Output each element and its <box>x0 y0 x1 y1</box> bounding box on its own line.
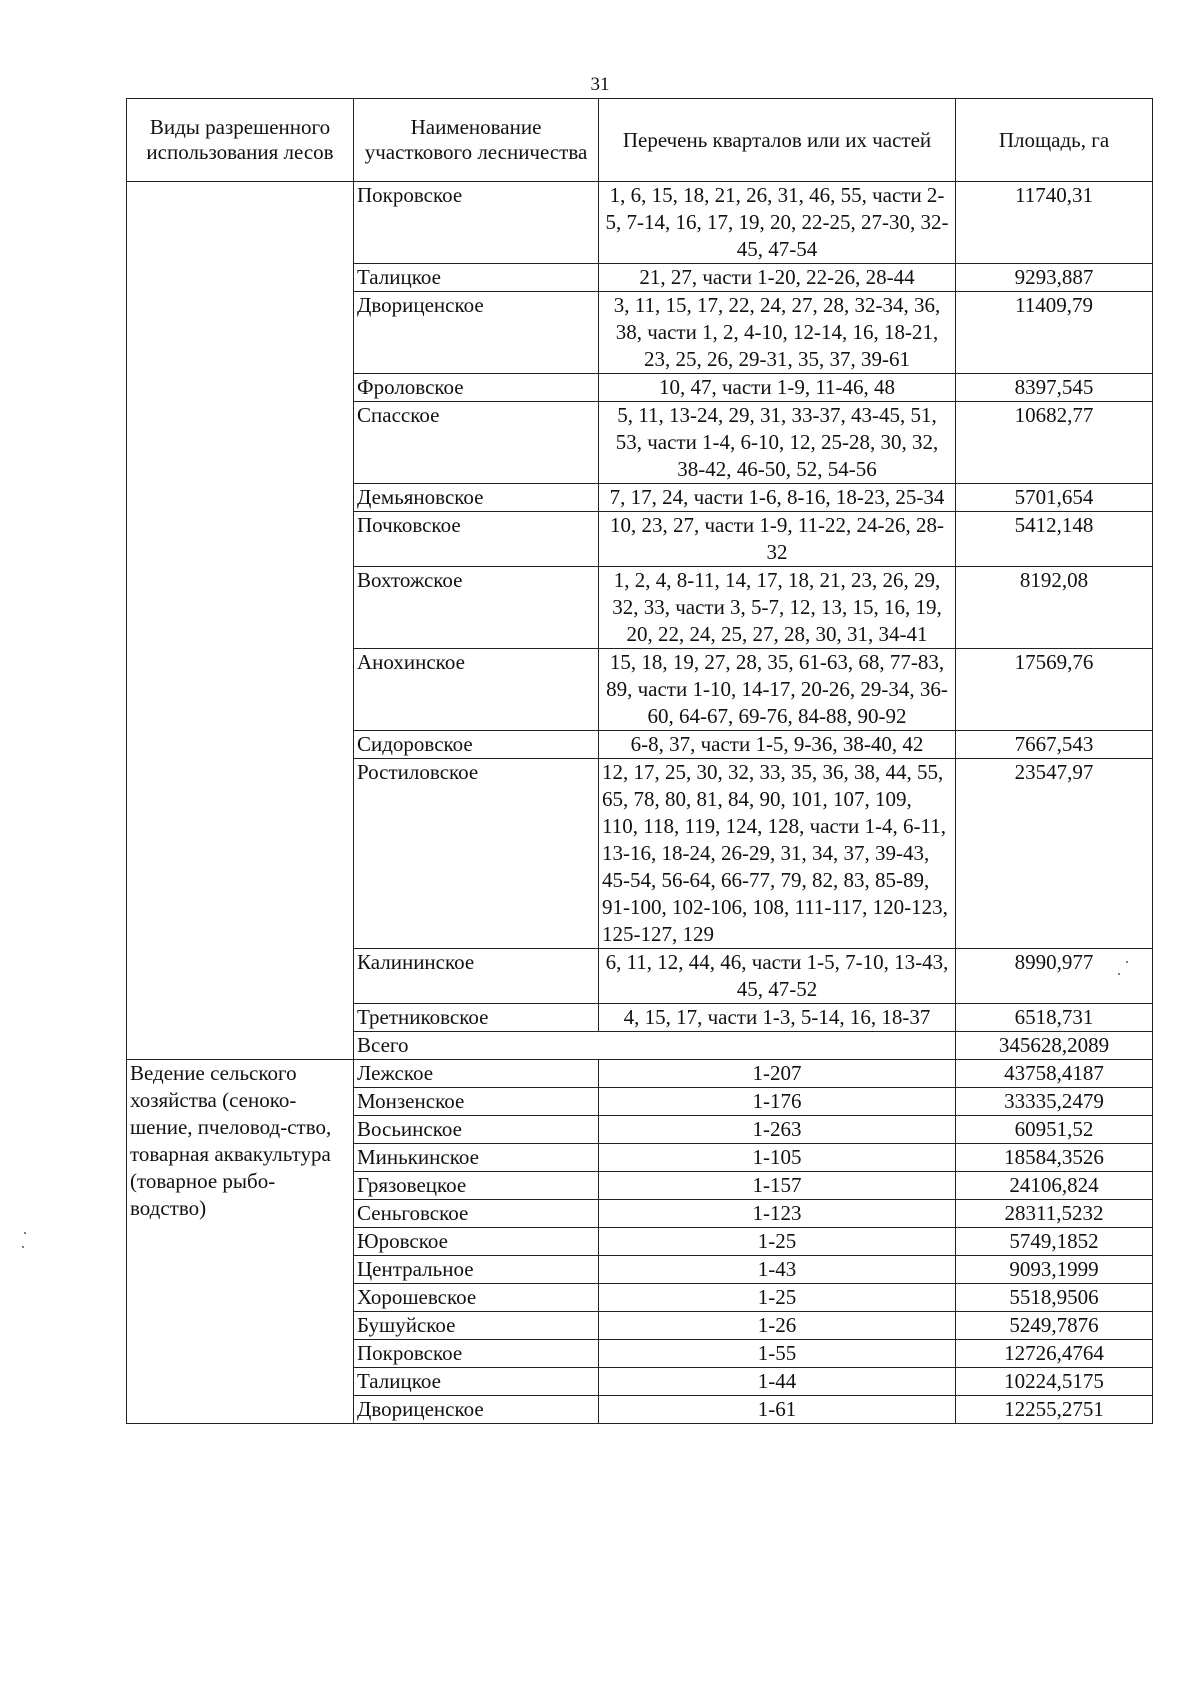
quarters-list: 7, 17, 24, части 1-6, 8-16, 18-23, 25-34 <box>599 484 956 512</box>
total-label: Всего <box>354 1032 956 1060</box>
quarters-list: 12, 17, 25, 30, 32, 33, 35, 36, 38, 44, 55, 65, 78, 80, 81, 84, 90, 101, 107, 109, 110, 118, 119, 124, 128, части 1-4, 6-11, 13-16, 18-24, 26-29, 31, 34, 37, 39-43, 45-54, 56-64, 66-77, 79, 82, 83, 85-89, 91-100, 102-106, 108, 111-117, 120-123, 125-127, 129 <box>599 759 956 949</box>
area-value: 8397,545 <box>956 374 1153 402</box>
area-value: 33335,2479 <box>956 1088 1153 1116</box>
area-value: 7667,543 <box>956 731 1153 759</box>
forestry-name: Покровское <box>354 182 599 264</box>
use-type-cell: Ведение сельского хозяйства (сеноко-шение, пчеловод-ство, товарная аквакультура (товарное рыбо-водство) <box>127 1060 354 1424</box>
quarters-list: 1-44 <box>599 1368 956 1396</box>
area-value: 8990,977 <box>956 949 1153 1004</box>
quarters-list: 1-105 <box>599 1144 956 1172</box>
forestry-name: Анохинское <box>354 649 599 731</box>
forestry-name: Почковское <box>354 512 599 567</box>
scan-speck <box>1118 973 1120 975</box>
area-value: 5701,654 <box>956 484 1153 512</box>
forestry-name: Ростиловское <box>354 759 599 949</box>
quarters-list: 1-157 <box>599 1172 956 1200</box>
area-value: 5249,7876 <box>956 1312 1153 1340</box>
page-number: 31 <box>590 74 610 95</box>
forestry-name: Хорошевское <box>354 1284 599 1312</box>
area-value: 5518,9506 <box>956 1284 1153 1312</box>
forestry-name: Монзенское <box>354 1088 599 1116</box>
quarters-list: 1-176 <box>599 1088 956 1116</box>
use-type-cell-empty <box>127 182 354 1060</box>
quarters-list: 1-207 <box>599 1060 956 1088</box>
quarters-list: 1-25 <box>599 1284 956 1312</box>
forestry-name: Спасское <box>354 402 599 484</box>
header-forestry-name: Наименование участкового лесничества <box>354 99 599 182</box>
area-value: 24106,824 <box>956 1172 1153 1200</box>
quarters-list: 1-43 <box>599 1256 956 1284</box>
area-value: 18584,3526 <box>956 1144 1153 1172</box>
area-value: 10682,77 <box>956 402 1153 484</box>
forestry-name: Восьинское <box>354 1116 599 1144</box>
area-value: 5749,1852 <box>956 1228 1153 1256</box>
forestry-name: Сидоровское <box>354 731 599 759</box>
quarters-list: 6, 11, 12, 44, 46, части 1-5, 7-10, 13-43, 45, 47-52 <box>599 949 956 1004</box>
forestry-name: Талицкое <box>354 264 599 292</box>
quarters-list: 1, 6, 15, 18, 21, 26, 31, 46, 55, части 2-5, 7-14, 16, 17, 19, 20, 22-25, 27-30, 32-45, 47-54 <box>599 182 956 264</box>
forestry-name: Покровское <box>354 1340 599 1368</box>
quarters-list: 1-263 <box>599 1116 956 1144</box>
area-value: 5412,148 <box>956 512 1153 567</box>
forestry-name: Лежское <box>354 1060 599 1088</box>
header-quarters: Перечень кварталов или их частей <box>599 99 956 182</box>
header-area: Площадь, га <box>956 99 1153 182</box>
quarters-list: 1-61 <box>599 1396 956 1424</box>
area-value: 11409,79 <box>956 292 1153 374</box>
quarters-list: 1-123 <box>599 1200 956 1228</box>
area-value: 12255,2751 <box>956 1396 1153 1424</box>
area-value: 43758,4187 <box>956 1060 1153 1088</box>
table-row <box>127 1060 1153 1088</box>
forestry-name: Демьяновское <box>354 484 599 512</box>
forest-use-table <box>126 98 1153 1424</box>
total-area: 345628,2089 <box>956 1032 1153 1060</box>
forestry-name: Двориценское <box>354 292 599 374</box>
scan-speck <box>1126 961 1128 963</box>
quarters-list: 1-26 <box>599 1312 956 1340</box>
area-value: 9093,1999 <box>956 1256 1153 1284</box>
quarters-list: 21, 27, части 1-20, 22-26, 28-44 <box>599 264 956 292</box>
quarters-list: 1-25 <box>599 1228 956 1256</box>
table-header-row <box>127 99 1153 182</box>
quarters-list: 15, 18, 19, 27, 28, 35, 61-63, 68, 77-83, 89, части 1-10, 14-17, 20-26, 29-34, 36-60, 64-67, 69-76, 84-88, 90-92 <box>599 649 956 731</box>
quarters-list: 5, 11, 13-24, 29, 31, 33-37, 43-45, 51, 53, части 1-4, 6-10, 12, 25-28, 30, 32, 38-42, 46-50, 52, 54-56 <box>599 402 956 484</box>
area-value: 11740,31 <box>956 182 1153 264</box>
area-value: 6518,731 <box>956 1004 1153 1032</box>
quarters-list: 3, 11, 15, 17, 22, 24, 27, 28, 32-34, 36, 38, части 1, 2, 4-10, 12-14, 16, 18-21, 23, 25, 26, 29-31, 35, 37, 39-61 <box>599 292 956 374</box>
quarters-list: 1, 2, 4, 8-11, 14, 17, 18, 21, 23, 26, 29, 32, 33, части 3, 5-7, 12, 13, 15, 16, 19, 20, 22, 24, 25, 27, 28, 30, 31, 34-41 <box>599 567 956 649</box>
area-value: 28311,5232 <box>956 1200 1153 1228</box>
quarters-list: 10, 47, части 1-9, 11-46, 48 <box>599 374 956 402</box>
forestry-name: Сеньговское <box>354 1200 599 1228</box>
area-value: 10224,5175 <box>956 1368 1153 1396</box>
forestry-name: Вохтожское <box>354 567 599 649</box>
area-value: 12726,4764 <box>956 1340 1153 1368</box>
forestry-name: Фроловское <box>354 374 599 402</box>
forestry-name: Талицкое <box>354 1368 599 1396</box>
forestry-name: Калининское <box>354 949 599 1004</box>
scan-speck <box>24 1232 26 1234</box>
forestry-name: Центральное <box>354 1256 599 1284</box>
area-value: 9293,887 <box>956 264 1153 292</box>
forestry-name: Бушуйское <box>354 1312 599 1340</box>
forestry-name: Юровское <box>354 1228 599 1256</box>
quarters-list: 6-8, 37, части 1-5, 9-36, 38-40, 42 <box>599 731 956 759</box>
area-value: 8192,08 <box>956 567 1153 649</box>
area-value: 23547,97 <box>956 759 1153 949</box>
header-use-type: Виды разрешенного использования лесов <box>127 99 354 182</box>
forestry-name: Двориценское <box>354 1396 599 1424</box>
forestry-name: Третниковское <box>354 1004 599 1032</box>
table-row <box>127 182 1153 264</box>
area-value: 17569,76 <box>956 649 1153 731</box>
quarters-list: 1-55 <box>599 1340 956 1368</box>
quarters-list: 10, 23, 27, части 1-9, 11-22, 24-26, 28-32 <box>599 512 956 567</box>
forestry-name: Грязовецкое <box>354 1172 599 1200</box>
quarters-list: 4, 15, 17, части 1-3, 5-14, 16, 18-37 <box>599 1004 956 1032</box>
forestry-name: Минькинское <box>354 1144 599 1172</box>
area-value: 60951,52 <box>956 1116 1153 1144</box>
scan-speck <box>22 1246 24 1248</box>
